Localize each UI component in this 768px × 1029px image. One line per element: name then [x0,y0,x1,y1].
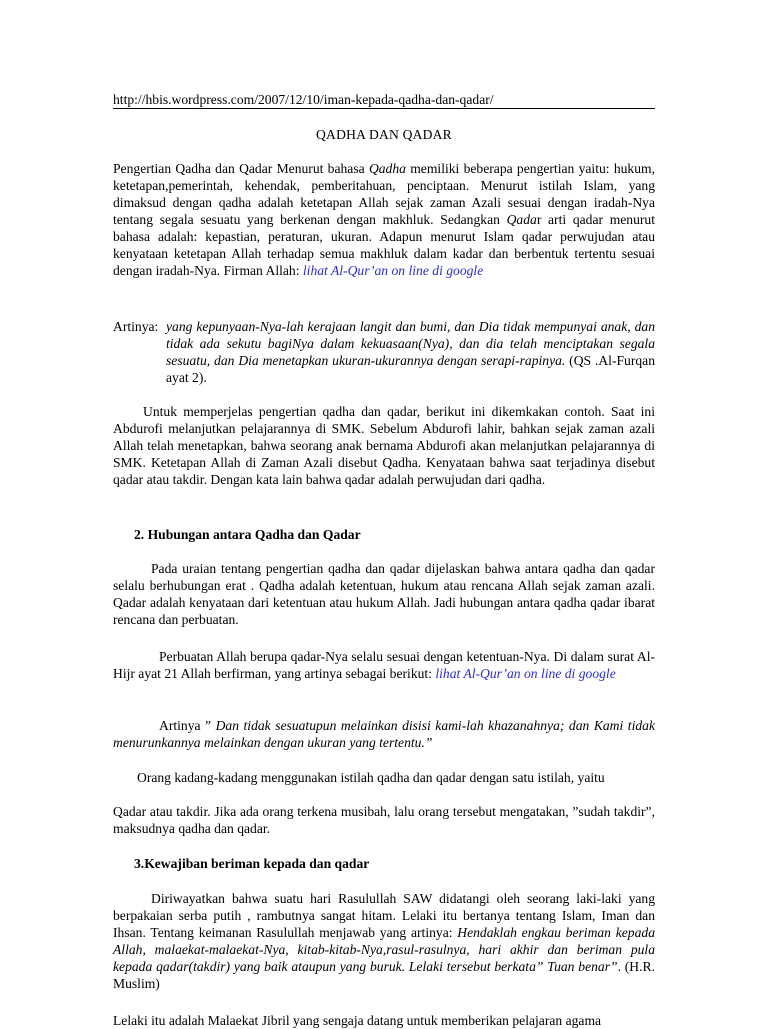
section-3-p1-text: Diriwayatkan bahwa suatu hari Rasulullah SAW didatangi oleh seorang laki-laki yang berpakaian serba putih , rambutnya sangat hitam. Lelaki itu bertanya tentang Islam, Iman dan Ihsan. Tentang keimanan Rasulullah menjawab yang artinya: [113,891,655,940]
section-2-artinya-text: Dan tidak sesuatupun melainkan disisi kami-lah khazanahnya; dan Kami tidak menurunkannya melainkan dengan ukuran yang tertentu.” [113,718,655,750]
p1-text-c: memiliki beberapa pengertian yaitu: hukum, ketetapan,pemerintah, kehendak, pemberitahuan, penciptaan. Menurut istilah Islam, yang dimaksud dengan qadha adalah ketetapan Allah sejak zaman Azali sesuai dengan iradah-Nya tentang segala sesuatu yang berkenan dengan makhluk. Sedangkan [113,161,655,227]
section-2-paragraph-2 [113,648,655,682]
hadith-source: . (H.R. Muslim) [113,959,655,991]
artinya-source: (QS .Al-Furqan ayat 2). [166,353,655,385]
section-3-paragraph-1 [113,890,655,992]
section-2-artinya [113,717,655,751]
artinya-translation [166,318,655,386]
artinya-label: Artinya: [113,319,159,334]
term-qadar: Qada [506,212,537,227]
paragraph-example: Untuk memperjelas pengertian qadha dan qadar, berikut ini dikemkakan contoh. Saat ini Abdurofi melanjutkan pelajarannya di SMK. Sebelum Abdurofi lahir, bahkan sejak zaman azali Allah telah menetapkan, bahwa seorang anak bernama Abdurofi akan melanjutkan pelajarannya di SMK. Ketetapan Allah di Zaman Azali disebut Qadha. Kenyataan bahwa saat terjadinya disebut qadar atau takdir. Dengan kata lain bahwa qadar adalah perwujudan dari qadha. [113,404,655,487]
section-3-heading: 3.Kewajiban beriman kepada dan qadar [134,856,370,871]
term-qadha: Qadha [368,161,406,176]
p1-text-a: Pengertian Qadha dan Qadar Menurut bahasa [113,161,369,176]
section-2-paragraph-1: Pada uraian tentang pengertian qadha dan qadar dijelaskan bahwa antara qadha dan qadar selalu berhubungan erat . Qadha adalah ketentuan, hukum atau rencana Allah sejak zaman azali. Qadar adalah kenyataan dari ketentuan atau hukum Allah. Jadi hubungan antara qadha qadar ibarat rencana dan perbuatan. [113,561,655,627]
paragraph-definition [113,160,655,279]
quran-online-link[interactable]: lihat Al-Qur’an on line di google [302,263,484,278]
page-title: QADHA DAN QADAR [316,127,452,142]
artinya-text: yang kepunyaan-Nya-lah kerajaan langit dan bumi, dan Dia tidak mempunyai anak, dan tidak ada sekutu bagiNya dalam kekuasaan(Nya), dan dia telah menciptakan segala sesuatu, dan Dia menetapkan ukuran-ukurannya dengan serapi-rapinya. [166,319,655,368]
source-url-link[interactable]: http://hbis.wordpress.com/2007/12/10/iman-kepada-qadha-dan-qadar/ [113,92,655,109]
section-2-paragraph-3: Orang kadang-kadang menggunakan istilah qadha dan qadar dengan satu istilah, yaitu [137,770,605,785]
section-2-p2-text: Perbuatan Allah berupa qadar-Nya selalu sesuai dengan ketentuan-Nya. Di dalam surat Al-Hijr ayat 21 Allah berfirman, yang artinya sebagai berikut: [113,649,655,681]
section-2-artinya-label: Artinya ” [159,718,212,733]
section-3-paragraph-2: Lelaki itu adalah Malaekat Jibril yang sengaja datang untuk memberikan pelajaran agama [113,1013,602,1028]
p1-text-e: r arti qadar menurut bahasa adalah: kepastian, peraturan, ukuran. Adapun menurut Islam qadar perwujudan atau kenyataan ketetapan Allah terhadap semua makhluk dalam kadar dan berbentuk tertentu sesuai dengan iradah-Nya. Firman Allah: [113,212,655,278]
section-2-paragraph-4: Qadar atau takdir. Jika ada orang terkena musibah, lalu orang tersebut mengatakan, ”sudah takdir”, maksudnya qadha dan qadar. [113,804,655,836]
section-2-heading: 2. Hubungan antara Qadha dan Qadar [134,527,361,542]
quran-online-link-2[interactable]: lihat Al-Qur’an on line di google [435,666,616,681]
hadith-quote: Hendaklah engkau beriman kepada Allah, malaekat-malaekat-Nya, kitab-kitab-Nya,rasul-rasulnya, hari akhir dan beriman pula kepada qadar(takdir) yang baik ataupun yang buruk. Lelaki tersebut berkata” Tuan benar” [113,925,655,974]
